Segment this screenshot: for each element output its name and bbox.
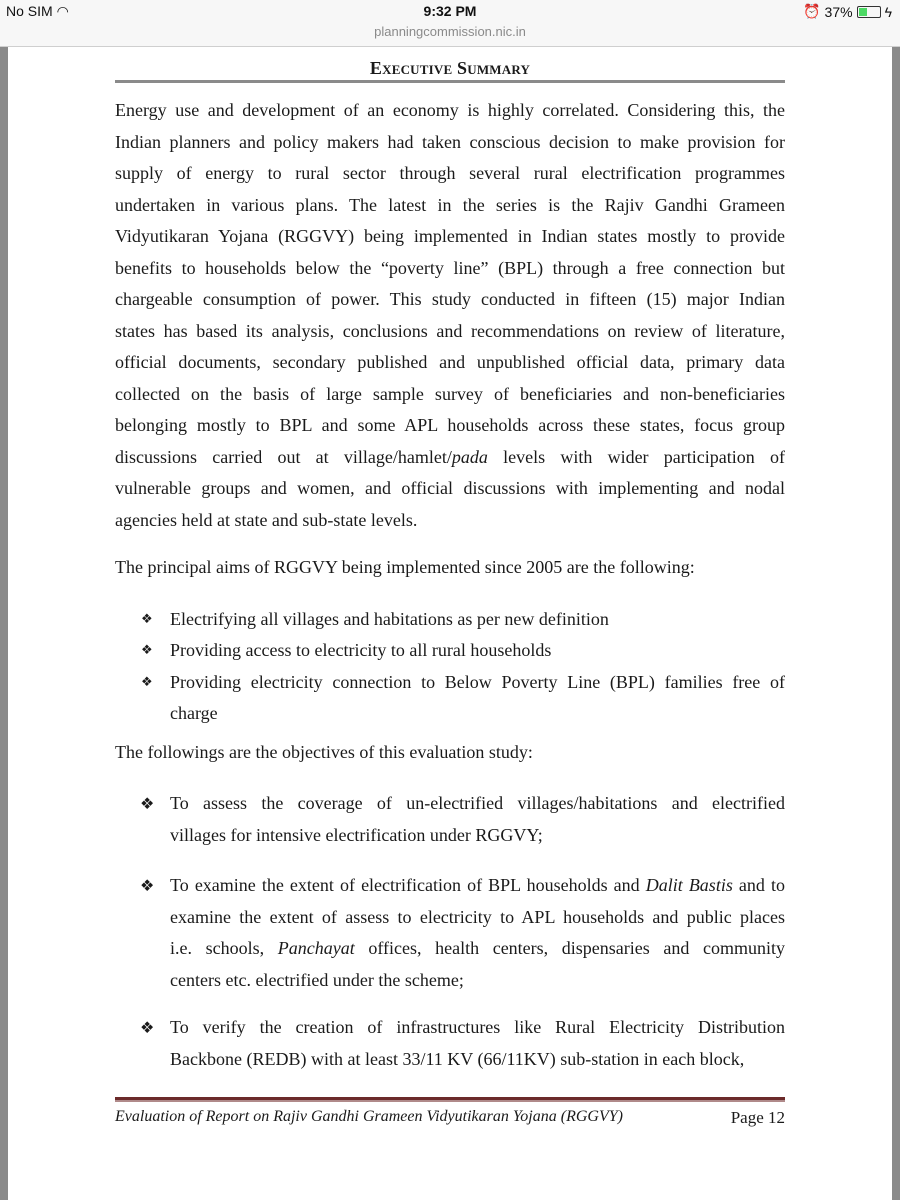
page-number: Page 12 (730, 1108, 785, 1127)
diamond-bullet-icon: ❖ (140, 794, 155, 813)
paragraph3 (115, 737, 785, 769)
text-line (170, 788, 785, 820)
text-segment: examine the extent of assess to electricity to APL households and public places (170, 906, 785, 927)
address-bar[interactable]: planningcommission.nic.in (374, 24, 526, 39)
text-line (115, 158, 785, 190)
text-segment: vulnerable groups and women, and official discussions with implementing and nodal (115, 478, 785, 498)
italic-term: Dalit Bastis (645, 875, 733, 895)
footer-divider (115, 1097, 785, 1102)
text-segment: Vidyutikaran Yojana (RGGVY) being implemented in Indian states mostly to provide (115, 226, 785, 246)
diamond-bullet-icon: ❖ (141, 674, 153, 690)
text-segment: Providing access to electricity to all rural households (170, 640, 552, 660)
text-line (170, 933, 785, 965)
text-segment: offices, health centers, dispensaries and community (354, 938, 785, 958)
text-line (115, 284, 785, 316)
text-segment: official documents, secondary published and unpublished official data, primary data (115, 352, 785, 372)
text-segment: The followings are the objectives of this evaluation study: (115, 741, 533, 762)
text-segment: discussions carried out at village/hamlet/ (115, 446, 452, 467)
text-segment: and to (732, 875, 785, 895)
diamond-bullet-icon: ❖ (141, 611, 153, 627)
text-line (115, 253, 785, 285)
text-line (170, 698, 785, 730)
text-line (170, 870, 785, 902)
aim-list-item (115, 667, 785, 730)
aim-list-item (115, 635, 785, 667)
text-segment: To verify the creation of infrastructures like Rural Electricity Distribution (170, 1017, 785, 1037)
diamond-bullet-icon: ❖ (140, 1018, 155, 1037)
text-segment: benefits to households below the “poverty line” (BPL) through a free connection but (115, 257, 785, 278)
text-segment: states has based its analysis, conclusions and recommendations on review of literature, (115, 320, 785, 341)
objective-list-item (115, 1012, 785, 1075)
text-line (115, 552, 785, 584)
text-line (170, 635, 785, 667)
text-segment: undertaken in various plans. The latest in the series is the Rajiv Gandhi Grameen (115, 194, 785, 215)
clock: 9:32 PM (423, 3, 477, 19)
text-line (115, 127, 785, 159)
italic-term: Panchayat (277, 938, 355, 958)
text-segment: collected on the basis of large sample survey of beneficiaries and non-beneficiaries (115, 383, 785, 404)
text-line (115, 379, 785, 411)
text-line (115, 316, 785, 348)
alarm-icon: ⏰ (803, 3, 821, 19)
text-segment: Energy use and development of an economy is highly correlated. Considering this, the (115, 100, 785, 120)
aim-list-item (115, 604, 785, 636)
battery-icon (857, 6, 881, 18)
carrier-label: No SIM (6, 3, 53, 19)
document-page (8, 47, 892, 1200)
text-segment: To examine the extent of electrification of BPL households and (170, 875, 646, 895)
text-line (170, 820, 785, 852)
text-segment: belonging mostly to BPL and some APL households across these states, focus group (115, 415, 785, 435)
text-segment: Electrifying all villages and habitations as per new definition (170, 608, 609, 629)
document-body (115, 95, 785, 1075)
text-line (115, 95, 785, 127)
text-line (115, 442, 785, 474)
text-line (170, 1012, 785, 1044)
text-line (115, 190, 785, 222)
text-segment: chargeable consumption of power. This study conducted in fifteen (15) major Indian (115, 289, 785, 309)
text-line (115, 221, 785, 253)
title-divider (115, 80, 785, 83)
status-bar (0, 0, 900, 47)
diamond-bullet-icon: ❖ (141, 643, 153, 658)
text-line (115, 410, 785, 442)
footer-title: Evaluation of Report on Rajiv Gandhi Grameen Vidyutikaran Yojana (RGGVY) (115, 1108, 623, 1125)
objective-list-item (115, 788, 785, 851)
text-line (170, 667, 785, 699)
text-segment: i.e. schools, (170, 938, 278, 958)
charging-icon: ϟ (884, 3, 892, 20)
text-segment: agencies held at state and sub-state levels. (115, 509, 418, 530)
text-line (170, 604, 785, 636)
text-line (115, 737, 785, 769)
text-segment: Providing electricity connection to Below Poverty Line (BPL) families free of (170, 671, 785, 692)
diamond-bullet-icon: ❖ (140, 876, 155, 895)
battery-percent: 37% (824, 3, 853, 20)
battery-status (803, 3, 892, 20)
text-segment: Indian planners and policy makers had taken conscious decision to make provision for (115, 131, 785, 152)
italic-term: pada (451, 446, 488, 467)
paragraph1 (115, 95, 785, 536)
text-line (115, 347, 785, 379)
wifi-icon: ◠ (56, 3, 69, 19)
text-line (170, 902, 785, 934)
text-segment: Backbone (REDB) with at least 33/11 KV (66/11KV) sub-station in each block, (170, 1048, 745, 1069)
text-segment: The principal aims of RGGVY being implemented since 2005 are the following: (115, 557, 695, 577)
text-segment: villages for intensive electrification under RGGVY; (170, 824, 543, 845)
text-line (170, 965, 785, 997)
objective-list-item (115, 870, 785, 996)
text-line (170, 1044, 785, 1076)
text-line (115, 473, 785, 505)
text-line (115, 505, 785, 537)
page-title: Executive Summary (369, 58, 531, 78)
text-segment: levels with wider participation of (487, 446, 785, 467)
text-segment: To assess the coverage of un-electrified villages/habitations and electrified (170, 793, 785, 813)
text-segment: centers etc. electrified under the scheme; (170, 969, 464, 990)
text-segment: charge (170, 703, 218, 723)
paragraph2 (115, 552, 785, 584)
text-segment: supply of energy to rural sector through several rural electrification programmes (115, 163, 785, 183)
